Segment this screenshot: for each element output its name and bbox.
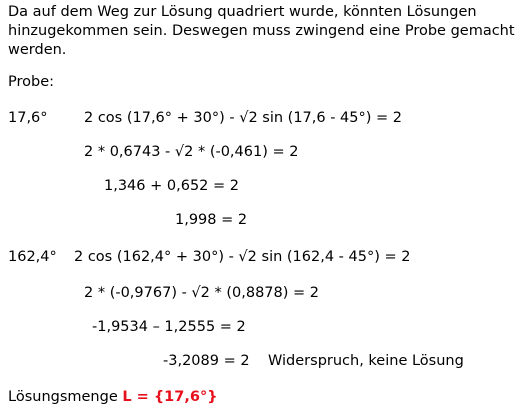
check1-angle: 17,6° <box>8 110 48 126</box>
check2-equation-4: -3,2089 = 2 <box>163 353 250 369</box>
probe-label: Probe: <box>8 74 55 90</box>
solution-set-value: L = {17,6°} <box>122 389 218 405</box>
check1-equation-1: 2 cos (17,6° + 30°) - √2 sin (17,6 - 45°) = 2 <box>84 110 403 126</box>
check2-equation-2: 2 * (-0,9767) - √2 * (0,8878) = 2 <box>84 285 320 301</box>
solution-set-line <box>8 388 218 407</box>
check1-equation-4: 1,998 = 2 <box>175 212 248 228</box>
intro-text: Da auf dem Weg zur Lösung quadriert wurde, könnten Lösungen hinzugekommen sein. Deswegen muss zwingend eine Probe gemacht werden. <box>8 4 515 58</box>
check2-equation-1: 2 cos (162,4° + 30°) - √2 sin (162,4 - 45°) = 2 <box>74 249 411 265</box>
solution-set-label: Lösungsmenge <box>8 389 118 405</box>
check1-equation-2: 2 * 0,6743 - √2 * (-0,461) = 2 <box>84 144 299 160</box>
check2-contradiction-note: Widerspruch, keine Lösung <box>268 353 464 369</box>
check2-angle: 162,4° <box>8 249 57 265</box>
check1-equation-3: 1,346 + 0,652 = 2 <box>104 178 239 194</box>
check2-equation-3: -1,9534 – 1,2555 = 2 <box>92 319 246 335</box>
